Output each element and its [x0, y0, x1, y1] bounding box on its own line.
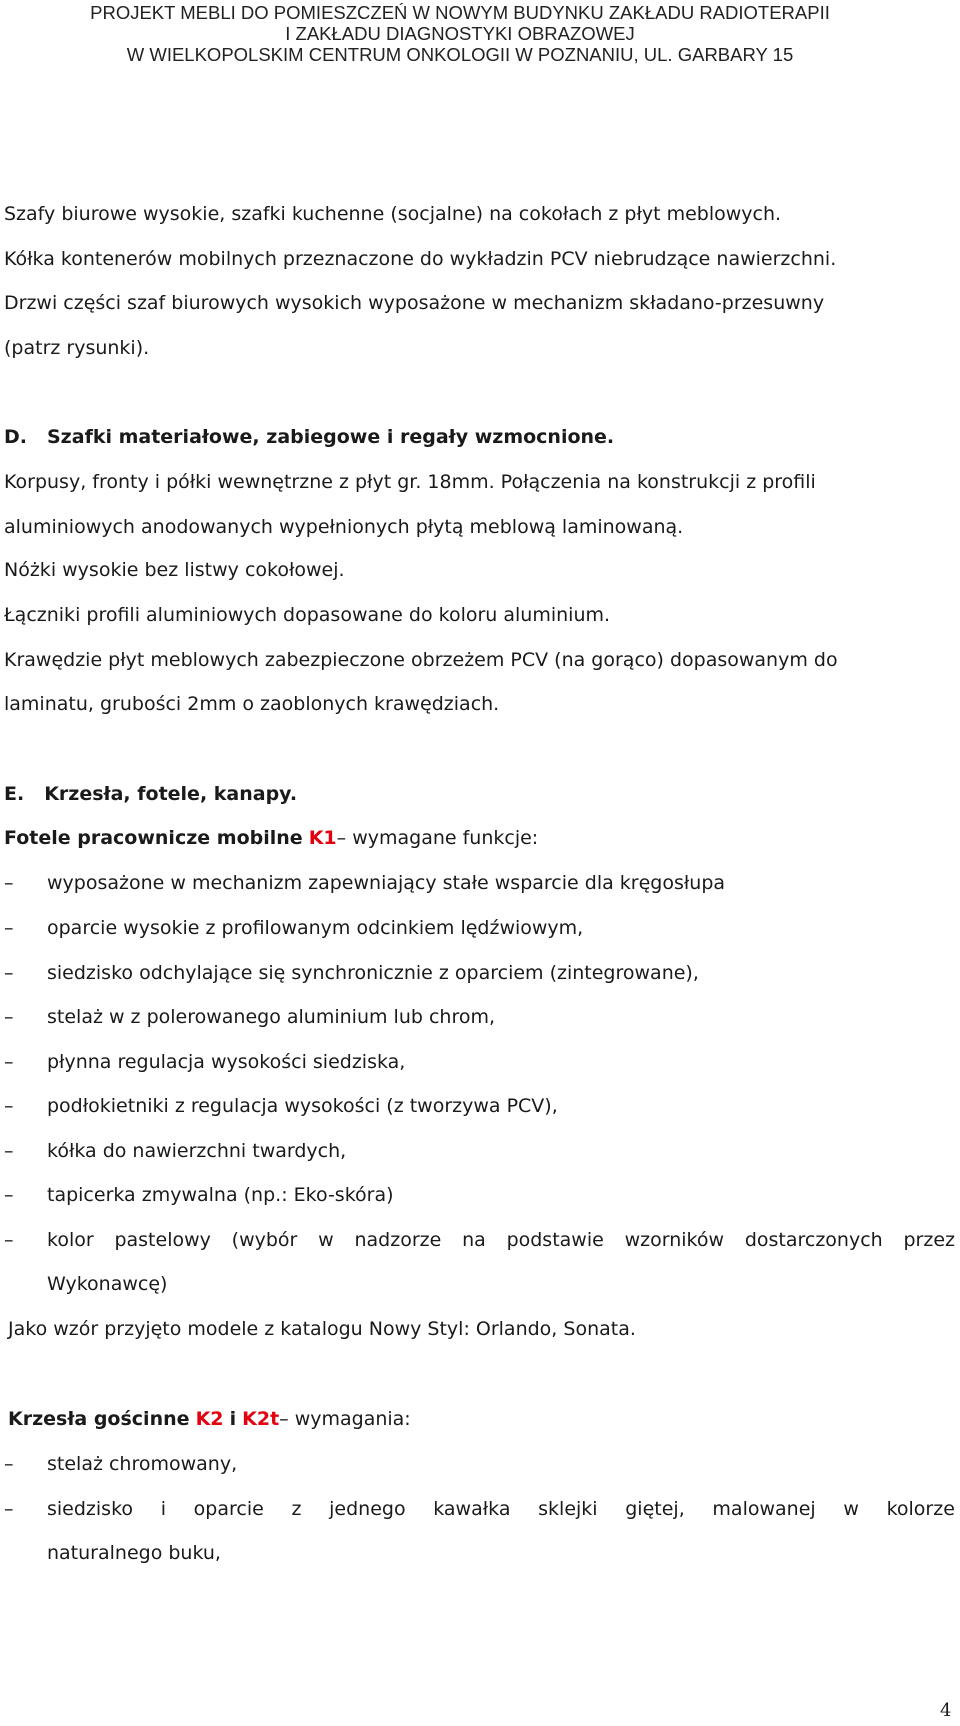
- list-item: [47, 1228, 955, 1252]
- word: na: [462, 1229, 486, 1251]
- intro-line: (patrz rysunki).: [4, 337, 150, 359]
- k2-suffix: – wymagania:: [279, 1408, 411, 1430]
- section-letter: E.: [4, 783, 25, 805]
- k2-and: i: [229, 1408, 237, 1430]
- word: giętej,: [625, 1498, 685, 1520]
- intro-line: Szafy biurowe wysokie, szafki kuchenne (socjalne) na cokołach z płyt meblowych.: [4, 203, 782, 225]
- document-header: [0, 2, 920, 65]
- word: (wybór: [231, 1229, 298, 1251]
- word: w: [843, 1498, 859, 1520]
- word: malowanej: [712, 1498, 816, 1520]
- section-d-heading: [4, 425, 614, 449]
- header-line-3: W WIELKOPOLSKIM CENTRUM ONKOLOGII W POZNANIU, UL. GARBARY 15: [126, 44, 794, 65]
- list-item: siedzisko odchylające się synchronicznie z oparciem (zintegrowane),: [47, 962, 699, 984]
- word: dostarczonych: [744, 1229, 883, 1251]
- list-dash: –: [4, 917, 14, 939]
- word: kolor: [47, 1229, 94, 1251]
- intro-line: Drzwi części szaf biurowych wysokich wyposażone w mechanizm składano-przesuwny: [4, 292, 825, 314]
- list-dash: –: [4, 1140, 14, 1162]
- word: jednego: [329, 1498, 406, 1520]
- k1-heading: [4, 826, 538, 850]
- list-item: stelaż w z polerowanego aluminium lub chrom,: [47, 1006, 496, 1028]
- k1-note: Jako wzór przyjęto modele z katalogu Nowy Styl: Orlando, Sonata.: [8, 1318, 636, 1340]
- list-dash: –: [4, 872, 14, 894]
- word: w: [318, 1229, 334, 1251]
- body-line: Korpusy, fronty i półki wewnętrzne z płyt gr. 18mm. Połączenia na konstrukcji z profili: [4, 471, 816, 493]
- list-dash: –: [4, 1453, 14, 1475]
- section-title: Krzesła, fotele, kanapy.: [44, 783, 298, 805]
- list-item: płynna regulacja wysokości siedziska,: [47, 1051, 406, 1073]
- k2-label: Krzesła gościnne: [8, 1408, 190, 1430]
- word: oparcie: [193, 1498, 264, 1520]
- k1-code: K1: [308, 827, 337, 849]
- list-dash: –: [4, 1498, 14, 1520]
- list-item: wyposażone w mechanizm zapewniający stałe wsparcie dla kręgosłupa: [47, 872, 726, 894]
- list-dash: –: [4, 1006, 14, 1028]
- body-line: aluminiowych anodowanych wypełnionych płytą meblową laminowaną.: [4, 516, 684, 538]
- word: sklejki: [538, 1498, 598, 1520]
- k2-code: K2: [195, 1408, 224, 1430]
- list-dash: –: [4, 1184, 14, 1206]
- section-title: Szafki materiałowe, zabiegowe i regały wzmocnione.: [47, 426, 615, 448]
- word: wzorników: [624, 1229, 725, 1251]
- k1-label: Fotele pracownicze mobilne: [4, 827, 303, 849]
- body-line: laminatu, grubości 2mm o zaoblonych krawędziach.: [4, 693, 500, 715]
- word: i: [160, 1498, 166, 1520]
- header-line-1: PROJEKT MEBLI DO POMIESZCZEŃ W NOWYM BUDYNKU ZAKŁADU RADIOTERAPII: [90, 2, 830, 23]
- word: z: [291, 1498, 302, 1520]
- list-dash: –: [4, 1229, 14, 1251]
- list-item: stelaż chromowany,: [47, 1453, 238, 1475]
- header-line-2: I ZAKŁADU DIAGNOSTYKI OBRAZOWEJ: [285, 23, 635, 44]
- word: siedzisko: [47, 1498, 134, 1520]
- intro-line: Kółka kontenerów mobilnych przeznaczone do wykładzin PCV niebrudzące nawierzchni.: [4, 248, 837, 270]
- k2t-code: K2t: [242, 1408, 280, 1430]
- list-item-continued: Wykonawcę): [47, 1273, 168, 1295]
- list-item: [47, 1497, 955, 1521]
- body-line: Nóżki wysokie bez listwy cokołowej.: [4, 559, 345, 581]
- word: pastelowy: [114, 1229, 211, 1251]
- list-item-continued: naturalnego buku,: [47, 1542, 221, 1564]
- list-dash: –: [4, 1051, 14, 1073]
- page-number: 4: [940, 1700, 952, 1721]
- list-item: podłokietniki z regulacja wysokości (z tworzywa PCV),: [47, 1095, 558, 1117]
- justified-line: [47, 1497, 955, 1521]
- word: przez: [903, 1229, 955, 1251]
- list-item: kółka do nawierzchni twardych,: [47, 1140, 347, 1162]
- list-dash: –: [4, 962, 14, 984]
- body-line: Łączniki profili aluminiowych dopasowane do koloru aluminium.: [4, 604, 611, 626]
- section-e-heading: [4, 782, 297, 806]
- k1-suffix: – wymagane funkcje:: [336, 827, 539, 849]
- list-item: tapicerka zmywalna (np.: Eko-skóra): [47, 1184, 394, 1206]
- justified-line: [47, 1228, 955, 1252]
- list-item: oparcie wysokie z profilowanym odcinkiem lędźwiowym,: [47, 917, 584, 939]
- word: kawałka: [433, 1498, 511, 1520]
- list-dash: –: [4, 1095, 14, 1117]
- section-letter: D.: [4, 426, 27, 448]
- body-line: Krawędzie płyt meblowych zabezpieczone obrzeżem PCV (na gorąco) dopasowanym do: [4, 649, 838, 671]
- word: kolorze: [886, 1498, 955, 1520]
- word: podstawie: [506, 1229, 604, 1251]
- word: nadzorze: [354, 1229, 442, 1251]
- k2-heading: [8, 1407, 411, 1431]
